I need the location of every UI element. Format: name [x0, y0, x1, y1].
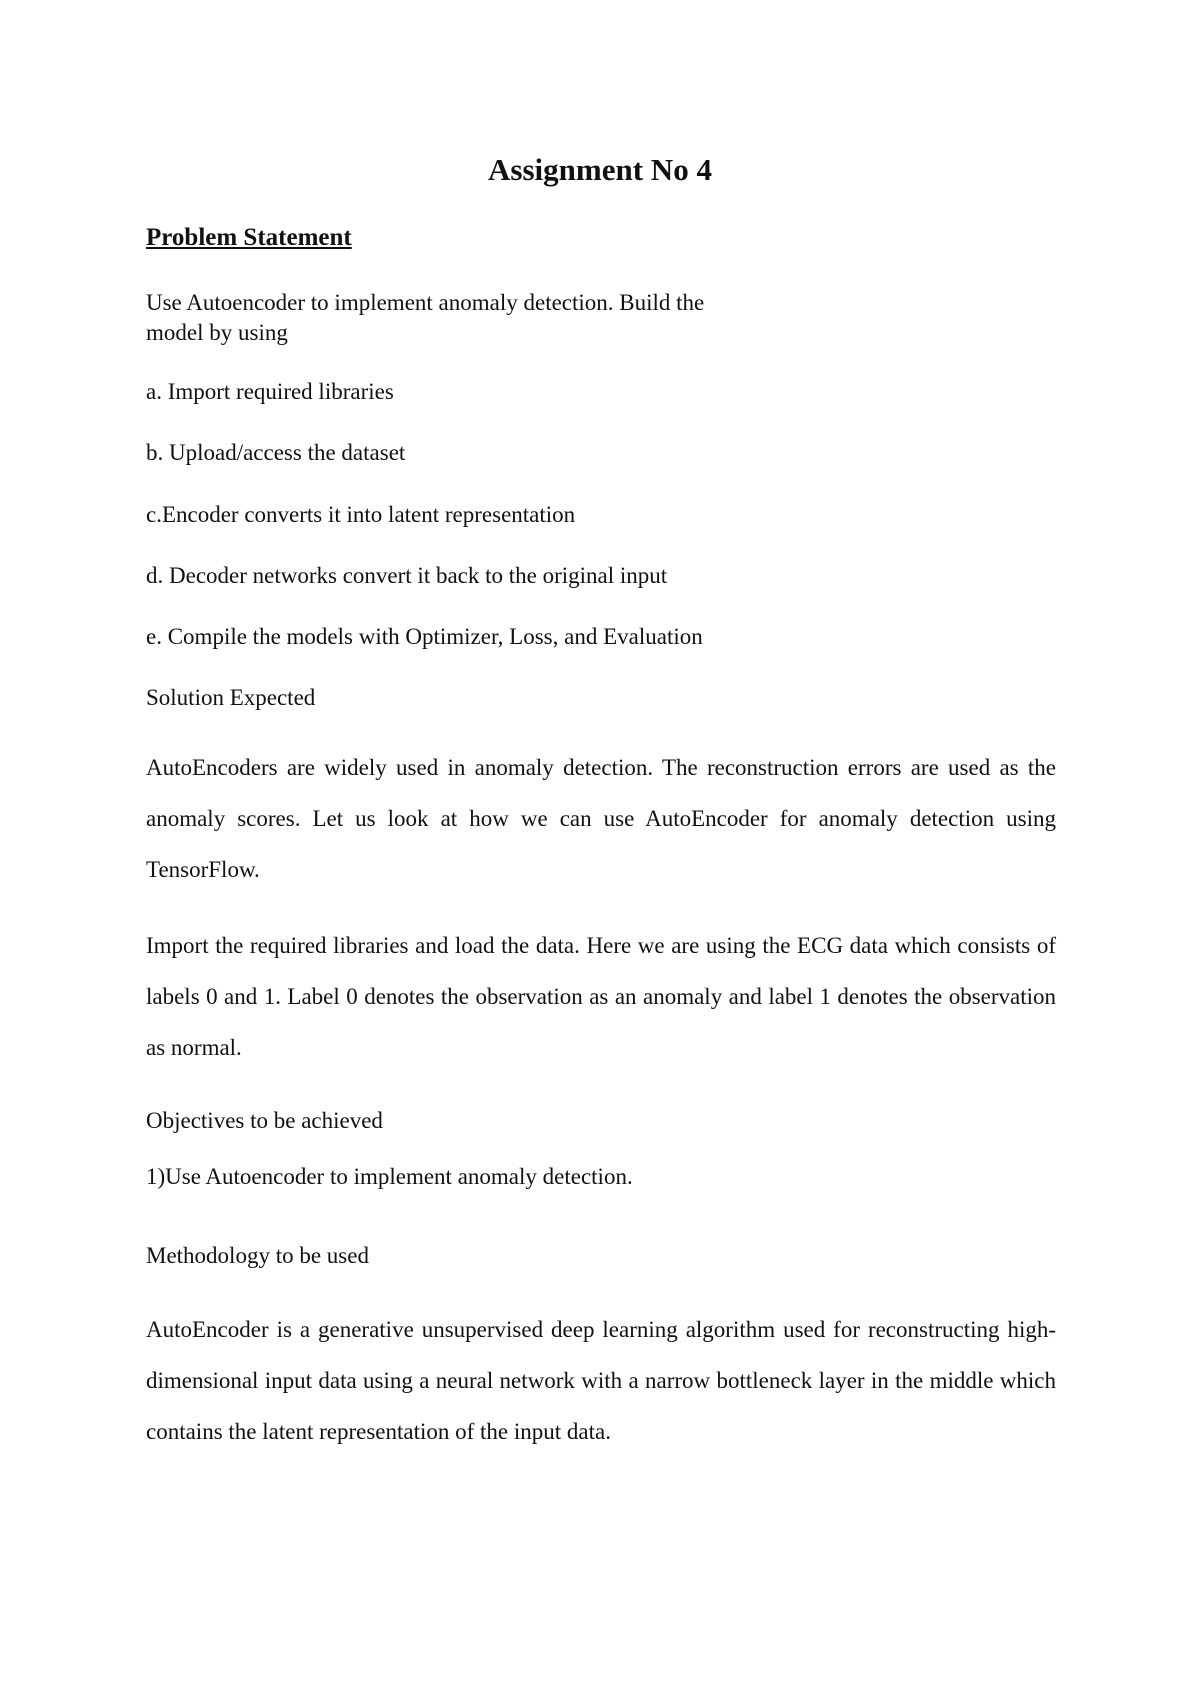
step-c: c.Encoder converts it into latent representation [146, 502, 576, 527]
objectives-heading: Objectives to be achieved [146, 1108, 383, 1133]
solution-expected-heading: Solution Expected [146, 685, 316, 710]
step-e: e. Compile the models with Optimizer, Loss, and Evaluation [146, 624, 703, 649]
step-b: b. Upload/access the dataset [146, 440, 406, 465]
solution-paragraph-2: Import the required libraries and load the data. Here we are using the ECG data which consists of labels 0 and 1. Label 0 denotes the observation as an anomaly and label 1 denotes the observation as normal. [146, 933, 1056, 1060]
step-a: a. Import required libraries [146, 379, 394, 404]
problem-statement-line-1: Use Autoencoder to implement anomaly detection. Build the [146, 290, 705, 315]
objective-item-1: 1)Use Autoencoder to implement anomaly detection. [146, 1164, 633, 1189]
step-d: d. Decoder networks convert it back to the original input [146, 563, 668, 588]
problem-statement-heading: Problem Statement [146, 224, 352, 251]
methodology-paragraph: AutoEncoder is a generative unsupervised deep learning algorithm used for reconstructing high-dimensional input data using a neural network with a narrow bottleneck layer in the middle which contains the latent representation of the input data. [146, 1317, 1056, 1444]
problem-statement-line-2: model by using [146, 320, 288, 345]
solution-paragraph-1: AutoEncoders are widely used in anomaly detection. The reconstruction errors are used as the anomaly scores. Let us look at how we can use AutoEncoder for anomaly detection using TensorFlow. [146, 755, 1056, 882]
methodology-heading: Methodology to be used [146, 1243, 369, 1268]
document-title: Assignment No 4 [488, 152, 712, 187]
